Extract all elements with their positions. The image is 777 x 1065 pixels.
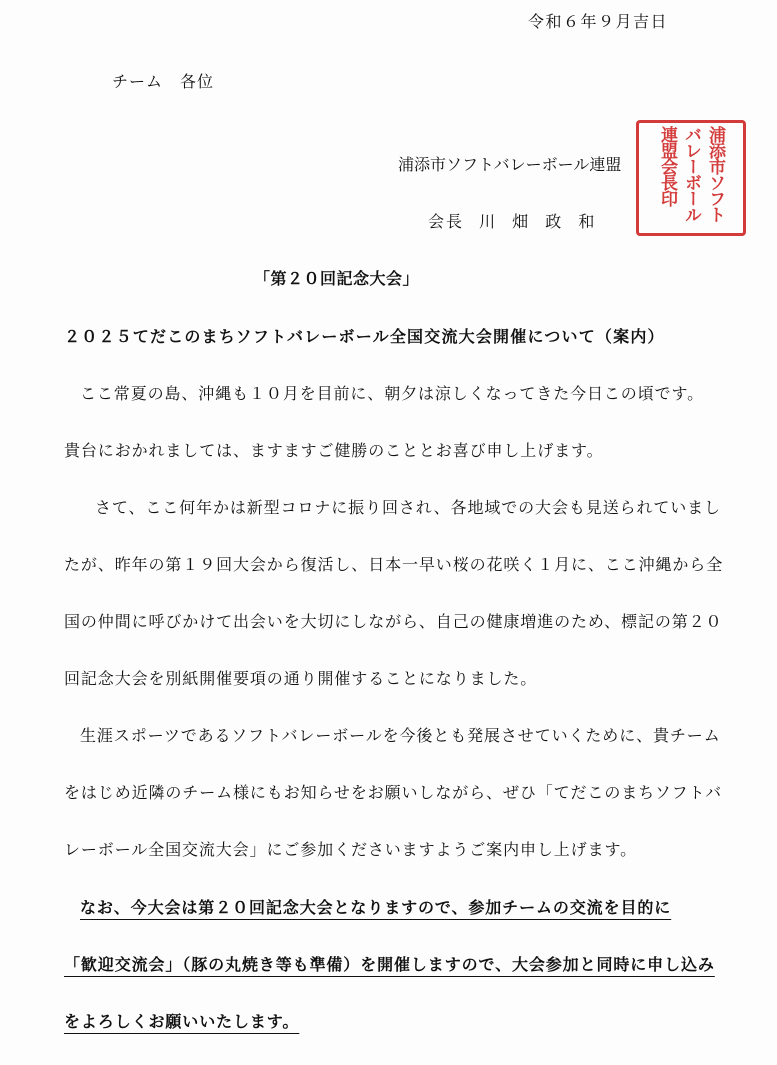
body-line-5: 国の仲間に呼びかけて出会いを大切にしながら、自己の健康増進のため、標記の第２０	[64, 612, 723, 631]
organization-name: 浦添市ソフトバレーボール連盟	[398, 155, 622, 174]
body-line-4: たが、昨年の第１９回大会から復活し、日本一早い桜の花咲く１月に、ここ沖縄から全	[64, 555, 724, 574]
seal-column-1: 浦添市ソフト	[705, 126, 725, 222]
body-line-2: 貴台におかれましては、ますますご健勝のこととお喜び申し上げます。	[64, 441, 604, 460]
president-name: 会長 川 畑 政 和	[428, 212, 597, 231]
body-line-7: 生涯スポーツであるソフトバレーボールを今後とも発展させていくために、貴チーム	[80, 726, 721, 745]
body-line-8: をはじめ近隣のチーム様にもお知らせをお願いしながら、ぜひ「てだこのまちソフトバ	[64, 783, 722, 802]
notice-line-2: 「歓迎交流会」（豚の丸焼き等も準備）を開催しますので、大会参加と同時に申し込み	[64, 955, 715, 974]
body-line-6: 回記念大会を別紙開催要項の通り開催することになりました。	[64, 669, 538, 688]
official-seal	[636, 120, 746, 236]
subtitle: 「第２０回記念大会」	[254, 269, 420, 288]
body-line-9: レーボール全国交流大会」にご参加くださいますようご案内申し上げます。	[64, 840, 638, 859]
date: 令和６年９月吉日	[528, 12, 669, 31]
body-line-1: ここ常夏の島、沖縄も１０月を目前に、朝夕は涼しくなってきた今日この頃です。	[80, 384, 705, 403]
notice-line-1: なお、今大会は第２０回記念大会となりますので、参加チームの交流を目的に	[80, 898, 672, 917]
seal-column-3: 連盟会長印	[657, 126, 677, 206]
document-heading: ２０２５てだこのまちソフトバレーボール全国交流大会開催について（案内）	[64, 327, 665, 346]
body-line-3: さて、ここ何年かは新型コロナに振り回され、各地域での大会も見送られていまし	[95, 498, 721, 517]
notice-line-3: をよろしくお願いいたします。	[64, 1012, 300, 1031]
seal-column-2: バレーボール	[681, 126, 701, 222]
addressee: チーム 各位	[112, 72, 215, 91]
